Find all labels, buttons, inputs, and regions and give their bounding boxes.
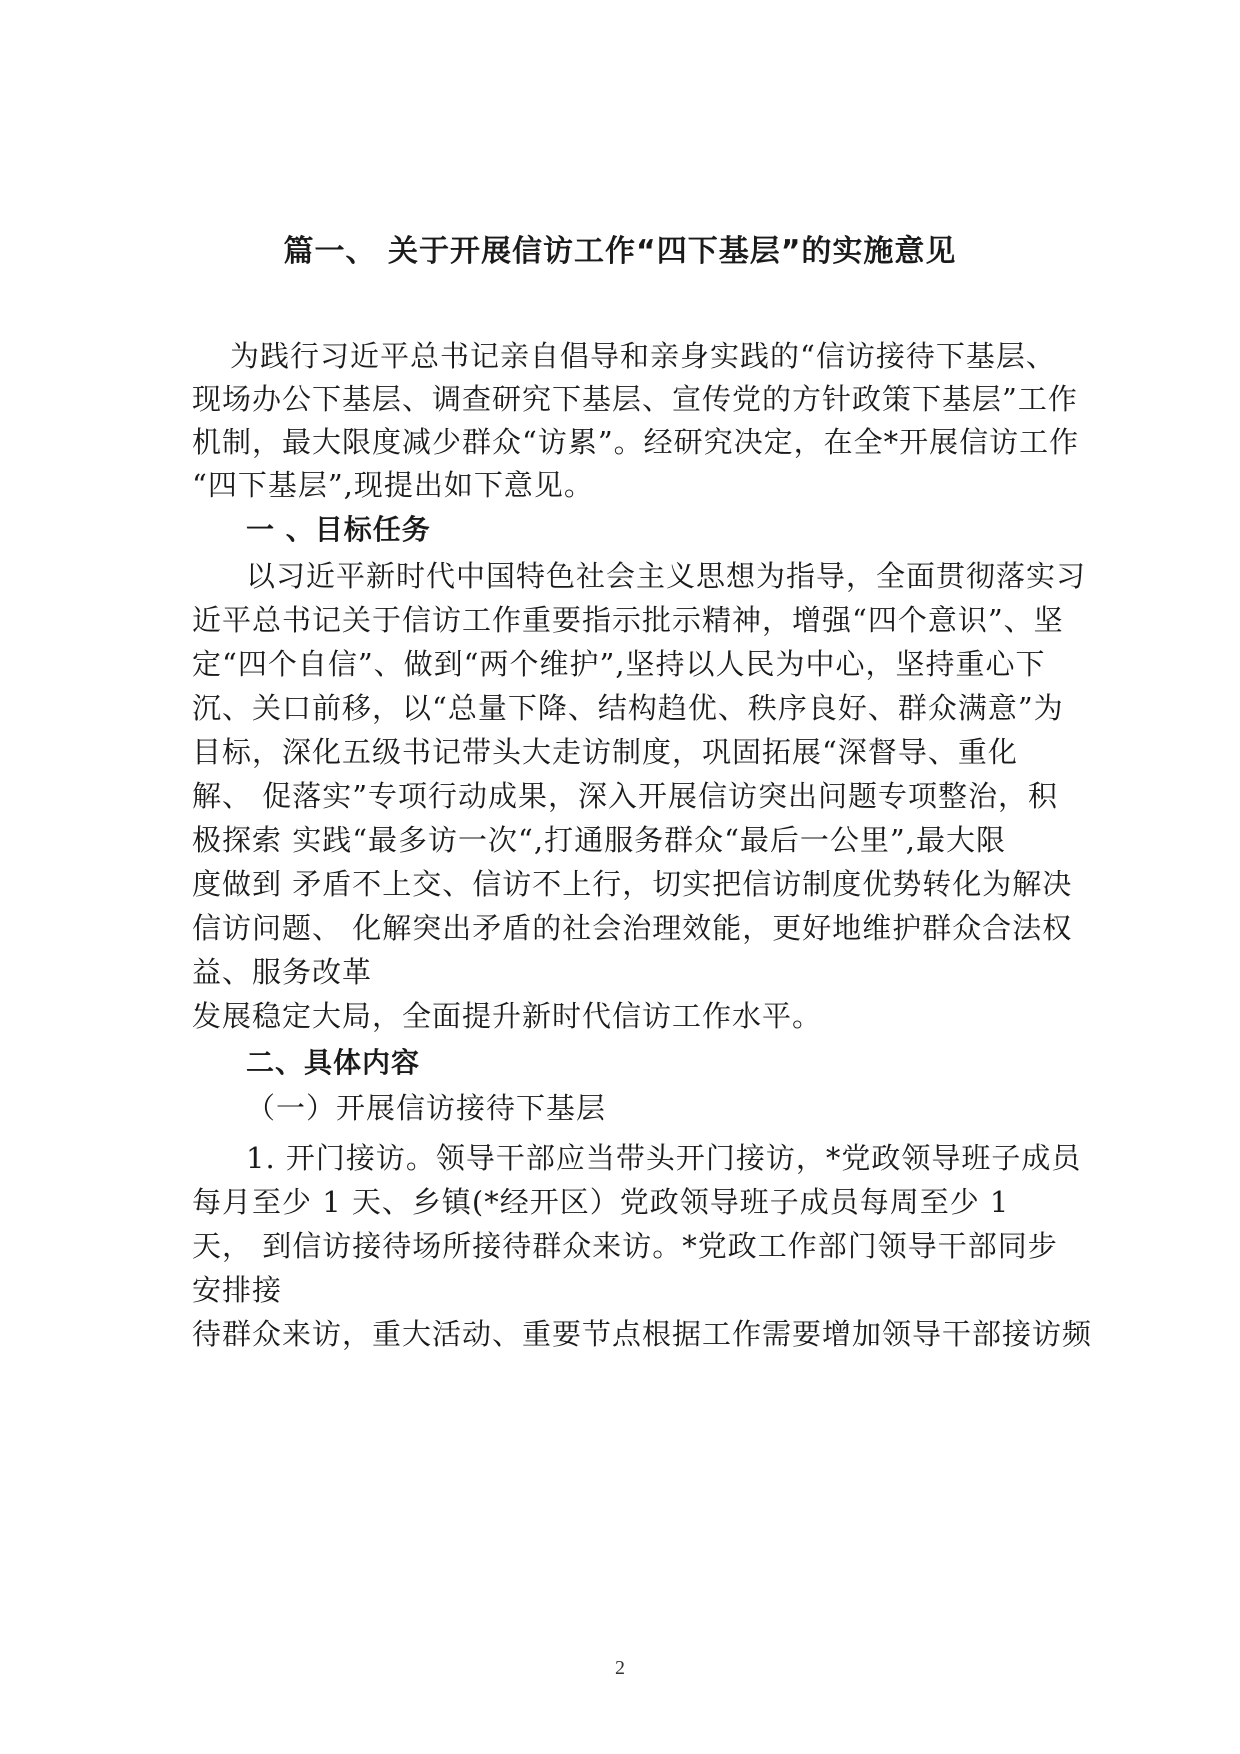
section-1-heading: 一 、目标任务 [246, 513, 431, 546]
section-1-line-10: 益、服务改革 [192, 955, 373, 989]
section-1-line-2: 近平总书记关于信访工作重要指示批示精神，增强“四个意识”、坚 [192, 603, 1064, 637]
section-1-line-8: 度做到 矛盾不上交、信访不上行，切实把信访制度优势转化为解决 [192, 867, 1073, 901]
intro-line-4: “四下基层”,现提出如下意见。 [192, 468, 594, 502]
section-1-line-7: 极探索 实践“最多访一次“,打通服务群众“最后一公里”,最大限 [192, 823, 1006, 857]
page-number: 2 [615, 1657, 625, 1679]
section-1-line-1: 以习近平新时代中国特色社会主义思想为指导，全面贯彻落实习 [246, 559, 1087, 593]
section-2-heading: 二、具体内容 [246, 1046, 421, 1079]
section-1-line-3: 定“四个自信”、做到“两个维护”,坚持以人民为中心，坚持重心下 [192, 647, 1046, 681]
section-1-line-6: 解、 促落实”专项行动成果，深入开展信访突出问题专项整治，积 [192, 779, 1059, 813]
section-1-line-4: 沉、关口前移，以“总量下降、结构趋优、秩序良好、群众满意”为 [192, 691, 1064, 725]
intro-line-1: 为践行习近平总书记亲自倡导和亲身实践的“信访接待下基层、 [230, 339, 1056, 373]
item-1-line-2: 每月至少 1 天、乡镇(*经开区）党政领导班子成员每周至少 1 [192, 1185, 1010, 1219]
section-1-line-9: 信访问题、 化解突出矛盾的社会治理效能，更好地维护群众合法权 [192, 911, 1073, 945]
item-1-line-3: 天， 到信访接待场所接待群众来访。*党政工作部门领导干部同步 [192, 1229, 1058, 1263]
section-1-line-11: 发展稳定大局，全面提升新时代信访工作水平。 [192, 999, 823, 1033]
section-1-line-5: 目标，深化五级书记带头大走访制度，巩固拓展“深督导、重化 [192, 735, 1018, 769]
item-1-line-4: 安排接 [192, 1273, 283, 1307]
document-title: 篇一、 关于开展信访工作“四下基层”的实施意见 [283, 234, 957, 269]
item-1-line-1: 1. 开门接访。领导干部应当带头开门接访，*党政领导班子成员 [246, 1141, 1082, 1175]
intro-line-3: 机制，最大限度减少群众“访累”。经研究决定，在全*开展信访工作 [192, 425, 1080, 459]
subsection-1-heading: （一）开展信访接待下基层 [246, 1091, 607, 1125]
intro-line-2: 现场办公下基层、调查研究下基层、宣传党的方针政策下基层”工作 [192, 382, 1078, 416]
item-1-line-5: 待群众来访，重大活动、重要节点根据工作需要增加领导干部接访频 [192, 1317, 1093, 1351]
